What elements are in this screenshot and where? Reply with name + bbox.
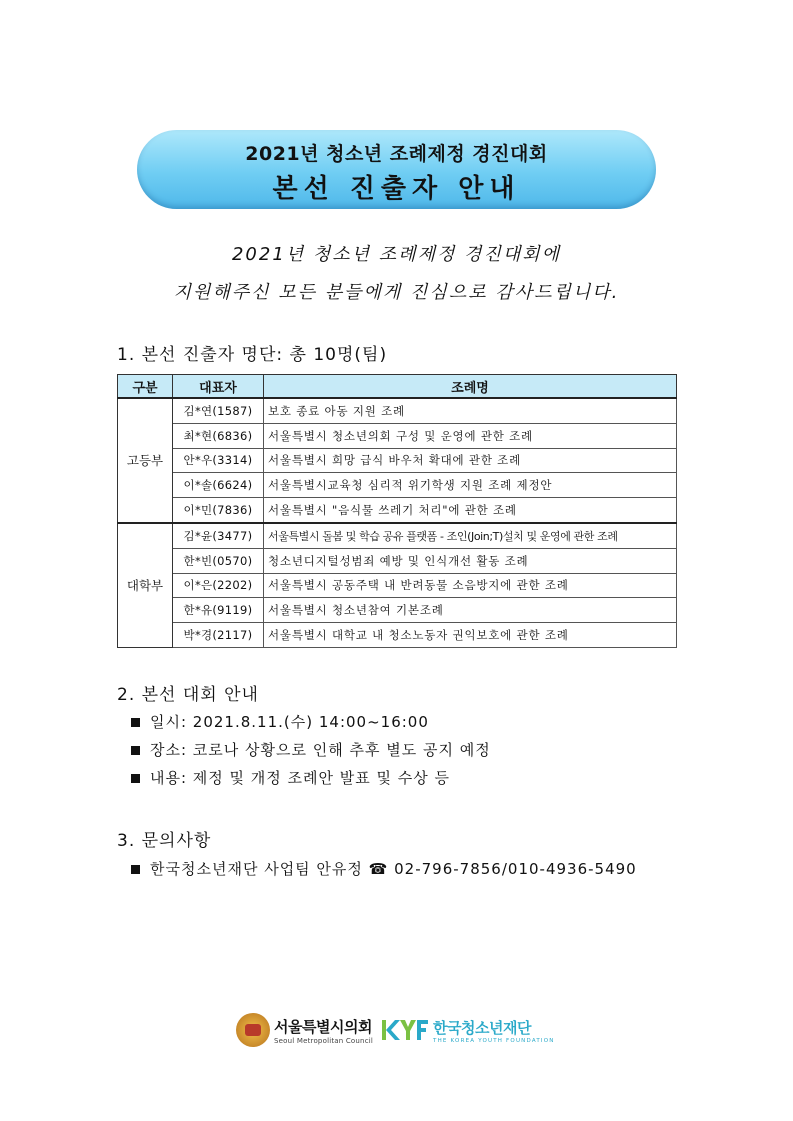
list-item (131, 855, 637, 883)
square-bullet-icon (131, 865, 140, 874)
representative-cell: 김*윤(3477) (173, 523, 264, 548)
thanks-line1: 2021년 청소년 조례제정 경진대회에 (231, 244, 562, 265)
table-row (118, 423, 677, 448)
section3-title: 3. 문의사항 (117, 831, 212, 851)
table-row (118, 473, 677, 498)
contact-text: 한국청소년재단 사업팀 안유정 ☎ 02-796-7856/010-4936-5490 (150, 860, 637, 878)
kyf-name-ko: 한국청소년재단 (433, 1018, 531, 1037)
banner-title-line1: 2021년 청소년 조례제정 경진대회 (245, 143, 548, 165)
section2-title: 2. 본선 대회 안내 (117, 685, 259, 705)
table-row (118, 548, 677, 573)
representative-cell: 한*유(9119) (173, 598, 264, 623)
ordinance-title-cell: 서울특별시 희망 급식 바우처 확대에 관한 조례 (264, 448, 677, 473)
category-cell: 대학부 (118, 523, 173, 647)
header-representative: 대표자 (173, 375, 264, 399)
ordinance-title-cell: 서울특별시 "음식물 쓰레기 처리"에 관한 조례 (264, 498, 677, 523)
representative-cell: 안*우(3314) (173, 448, 264, 473)
square-bullet-icon (131, 746, 140, 755)
ordinance-title-cell: 청소년디지털성범죄 예방 및 인식개선 활동 조례 (264, 548, 677, 573)
ordinance-title-cell: 보호 종료 아동 지원 조례 (264, 398, 677, 423)
thanks-line2: 지원해주신 모든 분들에게 진심으로 감사드립니다. (173, 282, 620, 303)
council-logo (274, 1016, 373, 1045)
council-seal-icon (236, 1013, 270, 1047)
ordinance-title-cell: 서울특별시 돌봄 및 학습 공유 플랫폼 - 조인(Join;T)설치 및 운영에 관한 조례 (264, 523, 677, 548)
section1-title: 1. 본선 진출자 명단: 총 10명(팀) (117, 345, 388, 365)
kyf-logo-icon (381, 1016, 429, 1044)
ordinance-title-cell: 서울특별시 청소년의회 구성 및 운영에 관한 조례 (264, 423, 677, 448)
group-highschool (118, 398, 677, 523)
table-row (118, 498, 677, 523)
ordinance-title-cell: 서울특별시 청소년참여 기본조례 (264, 598, 677, 623)
representative-cell: 이*민(7836) (173, 498, 264, 523)
header-category: 구분 (118, 375, 173, 399)
event-date-text: 일시: 2021.8.11.(수) 14:00~16:00 (150, 713, 429, 731)
table-row (118, 448, 677, 473)
finalist-table (117, 374, 677, 648)
event-place-text: 장소: 코로나 상황으로 인해 추후 별도 공지 예정 (150, 741, 491, 759)
square-bullet-icon (131, 774, 140, 783)
title-banner (137, 130, 656, 209)
footer-logos (236, 1010, 555, 1050)
ordinance-title-cell: 서울특별시 대학교 내 청소노동자 권익보호에 관한 조례 (264, 623, 677, 648)
kyf-name-en: THE KOREA YOUTH FOUNDATION (433, 1037, 555, 1044)
square-bullet-icon (131, 718, 140, 727)
event-content-text: 내용: 제정 및 개정 조례안 발표 및 수상 등 (150, 769, 451, 787)
list-item (131, 764, 491, 792)
category-cell: 고등부 (118, 398, 173, 523)
group-university (118, 523, 677, 647)
representative-cell: 최*현(6836) (173, 423, 264, 448)
kyf-logo-text (433, 1017, 555, 1044)
table-row (118, 523, 677, 548)
table-header-row (118, 375, 677, 399)
representative-cell: 이*솔(6624) (173, 473, 264, 498)
table-row (118, 598, 677, 623)
list-item (131, 736, 491, 764)
banner-title-line2: 본선 진출자 안내 (272, 174, 521, 204)
ordinance-title-cell: 서울특별시교육청 심리적 위기학생 지원 조례 제정안 (264, 473, 677, 498)
table-row (118, 573, 677, 598)
ordinance-title-cell: 서울특별시 공동주택 내 반려동물 소음방지에 관한 조례 (264, 573, 677, 598)
table-row (118, 398, 677, 423)
council-name-ko: 서울특별시의회 (274, 1017, 372, 1036)
list-item (131, 708, 491, 736)
header-ordinance-title: 조례명 (264, 375, 677, 399)
representative-cell: 이*은(2202) (173, 573, 264, 598)
event-info-list (131, 708, 491, 792)
table-row (118, 623, 677, 648)
council-name-en: Seoul Metropolitan Council (274, 1036, 374, 1045)
representative-cell: 김*연(1587) (173, 398, 264, 423)
contact-list (131, 855, 637, 883)
representative-cell: 한*빈(0570) (173, 548, 264, 573)
representative-cell: 박*경(2117) (173, 623, 264, 648)
